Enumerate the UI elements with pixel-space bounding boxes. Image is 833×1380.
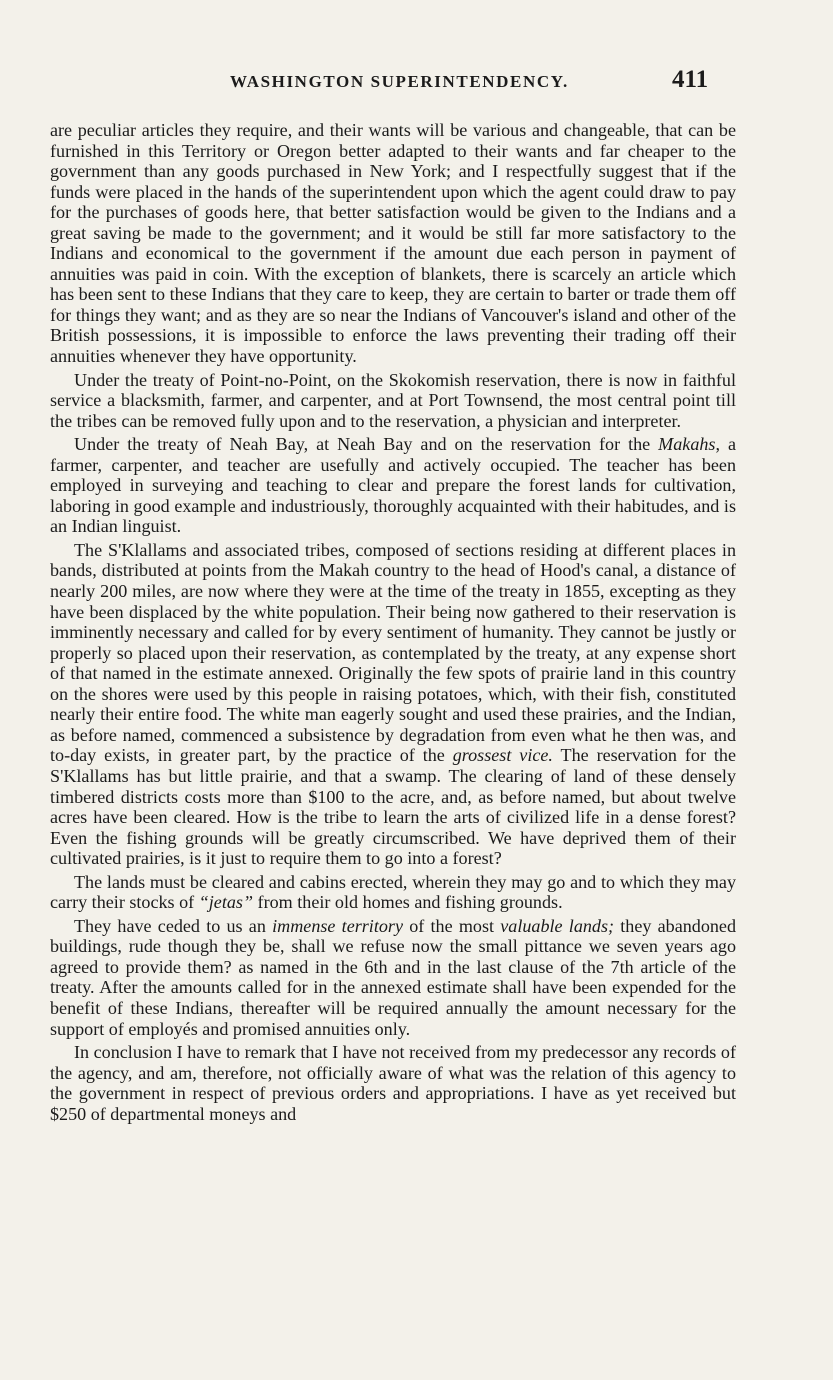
paragraph — [50, 872, 736, 913]
italic-text: “jetas” — [198, 892, 254, 913]
paragraph — [50, 434, 736, 537]
italic-text: Makahs — [658, 434, 716, 455]
paragraph — [50, 916, 736, 1039]
text-run: The S'Klallams and associated tribes, composed of sections residing at different places in bands, distributed at points from the Makah country to the head of Hood's canal, a distance of nearly 200 miles, are now where they were at the time of the treaty in 1855, excepting as they have been displaced by the white population. Their being now gathered to their reservation is imminently necessary and called for by every sentiment of humanity. They cannot be justly or properly so placed upon their reservation, as contemplated by the treaty, at any expense short of that named in the estimate annexed. Originally the few spots of prairie land in this country on the shores were used by this people in raising potatoes, which, with their fish, constituted nearly their entire food. The white man eagerly sought and used these prairies, and the Indian, as before named, commenced a subsistence by degradation from even what he then was, and to-day exists, in greater part, by the practice of the — [50, 539, 736, 766]
body-text — [50, 120, 736, 1124]
text-run: In conclusion I have to remark that I have not received from my predecessor any records of the agency, and am, therefore, not officially aware of what was the relation of this agency to the government in respect of previous orders and appropriations. I have as yet received but $250 of departmental moneys and — [50, 1042, 736, 1124]
page-number: 411 — [672, 66, 709, 93]
italic-text: immense territory — [272, 915, 403, 936]
italic-text: grossest vice. — [452, 745, 553, 766]
paragraph — [50, 540, 736, 869]
text-run: Under the treaty of Neah Bay, at Neah Bay and on the reservation for the — [74, 434, 659, 455]
text-run: , a farmer, carpenter, and teacher are usefully and actively occupied. The teacher has been employed in surveying and teaching to clear and prepare the forest lands for cultivation, laboring in good example and industriously, thoroughly acquainted with their habitudes, and is an Indian linguist. — [50, 434, 736, 537]
text-run: The lands must be cleared and cabins erected, wherein they may go and to which they may carry their stocks of — [50, 871, 736, 913]
text-run: of the most — [402, 915, 501, 936]
text-run: The reservation for the S'Klallams has but little prairie, and that a swamp. The clearing of land of these densely timbered districts costs more than $100 to the acre, and, as before named, but about twelve acres have been cleared. How is the tribe to learn the arts of civilized life in a dense forest? Even the fishing grounds will be greatly circumscribed. We have deprived them of their cultivated prairies, is it just to require them to go into a forest? — [50, 745, 736, 869]
text-run: They have ceded to us an — [74, 915, 273, 936]
paragraph — [50, 1042, 736, 1124]
italic-text: valuable lands; — [500, 915, 615, 936]
text-run: from their old homes and fishing grounds. — [253, 892, 563, 913]
paragraph — [50, 370, 736, 432]
running-head: WASHINGTON SUPERINTENDENCY. — [230, 72, 569, 91]
text-run: Under the treaty of Point-no-Point, on the Skokomish reservation, there is now in faithful service a blacksmith, farmer, and carpenter, and at Port Townsend, the most central point till the tribes can be removed fully upon and to the reservation, a physician and interpreter. — [50, 369, 736, 431]
text-run: are peculiar articles they require, and their wants will be various and changeable, that can be furnished in this Territory or Oregon better adapted to their wants and far cheaper to the government than any goods purchased in New York; and I respectfully suggest that if the funds were placed in the hands of the superintendent upon which the agent could draw to pay for the purchases of goods here, that better satisfaction would be given to the Indians and a great saving be made to the government; and it would be still far more satisfactory to the Indians and economical to the government if the amount due each person in payment of annuities was paid in coin. With the exception of blankets, there is scarcely an article which has been sent to these Indians that they care to keep, they are certain to barter or trade them off for things they want; and as they are so near the Indians of Vancouver's island and other of the British possessions, it is impossible to enforce the laws preventing their trading off their annuities whenever they have opportunity. — [50, 120, 736, 367]
text-run: they abandoned buildings, rude though they be, shall we refuse now the small pittance we seven years ago agreed to provide them? as named in the 6th and in the last clause of the 7th article of the treaty. After the amounts called for in the annexed estimate shall have been expended for the benefit of these Indians, thereafter will be required annually the amount necessary for the support of employés and promised annuities only. — [50, 915, 737, 1039]
paragraph — [50, 120, 736, 367]
page-header — [0, 66, 833, 100]
